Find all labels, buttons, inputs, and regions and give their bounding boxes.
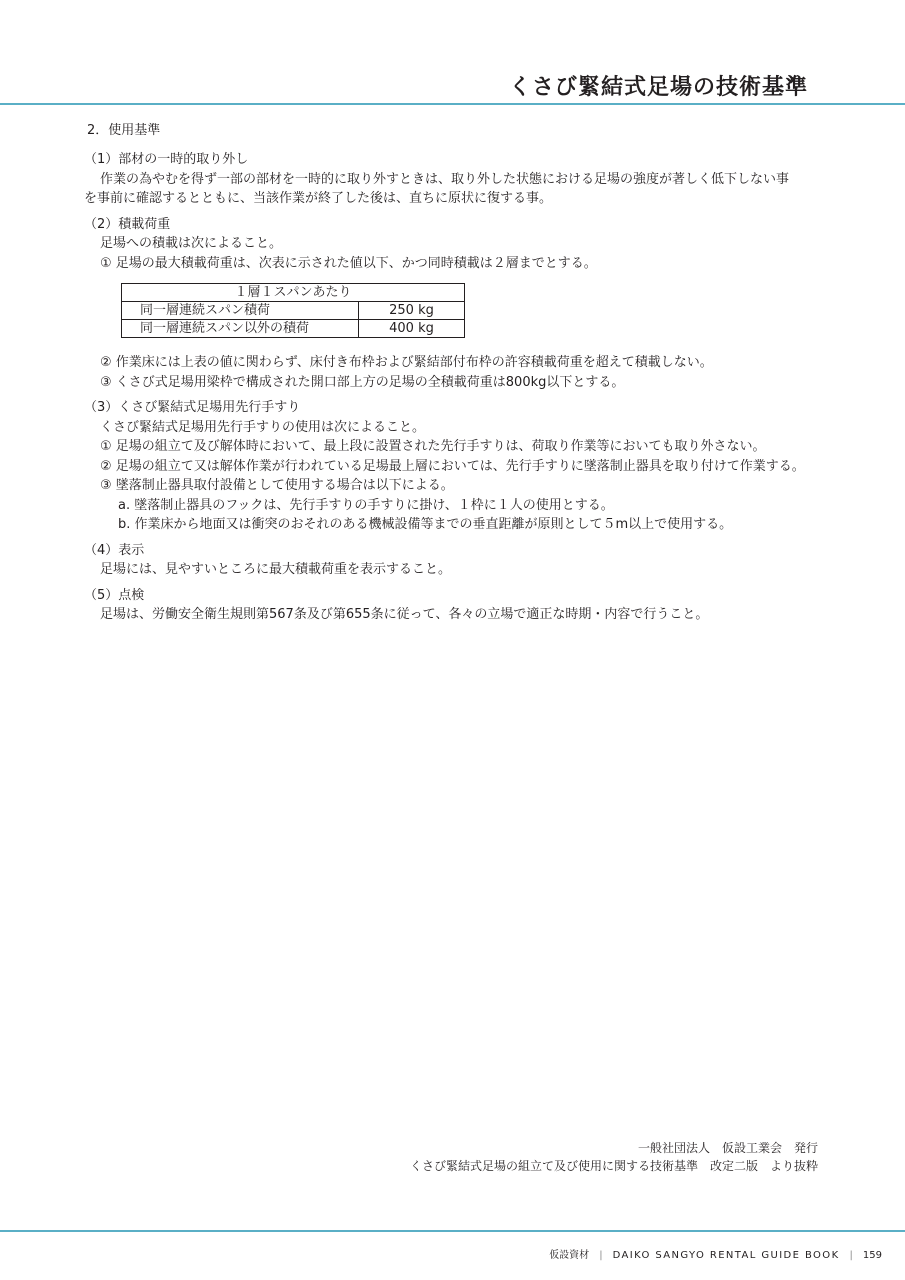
footer-divider (0, 1230, 905, 1232)
paragraph: 足場への積載は次によること。 (100, 236, 283, 251)
list-item: ② 作業床には上表の値に関わらず、床付き布枠および緊結部付布枠の許容積載荷重を超えて積載しない。 (100, 355, 713, 370)
page-title: くさび緊結式足場の技術基準 (508, 75, 808, 100)
list-item: ③ くさび式足場用梁枠で構成された開口部上方の足場の全積載荷重は800kg以下とする。 (100, 374, 625, 390)
table-caption: １層１スパンあたり (122, 284, 465, 302)
subsection-title: （2）積載荷重 (84, 216, 171, 232)
footer-separator: | (849, 1250, 853, 1261)
paragraph: 足場は、労働安全衛生規則第567条及び第655条に従って、各々の立場で適正な時期・内容で行うこと。 (100, 607, 709, 622)
paragraph-line: を事前に確認するとともに、当該作業が終了した後は、直ちに原状に復する事。 (84, 191, 553, 206)
paragraph: くさび緊結式足場用先行手すりの使用は次によること。 (100, 419, 426, 435)
paragraph: 足場には、見やすいところに最大積載荷重を表示すること。 (100, 562, 452, 577)
table-cell-value: 400 kg (359, 320, 465, 338)
load-table (121, 283, 465, 338)
page-footer (549, 1246, 882, 1261)
table-cell-label: 同一層連続スパン以外の積荷 (122, 320, 359, 338)
subsection-title: （5）点検 (84, 587, 145, 603)
subsection-load (84, 215, 824, 393)
subsection-title: （4）表示 (84, 542, 145, 558)
list-subitem: a. 墜落制止器具のフックは、先行手すりの手すりに掛け、１枠に１人の使用とする。 (118, 497, 614, 513)
load-table-wrapper (84, 273, 824, 353)
list-item: ① 足場の組立て及び解体時において、最上段に設置された先行手すりは、荷取り作業等においても取り外さない。 (100, 439, 766, 454)
subsection-inspection (84, 586, 824, 625)
table-cell-value: 250 kg (359, 302, 465, 320)
list-item: ③ 墜落制止器具取付設備として使用する場合は以下による。 (100, 478, 454, 493)
footer-separator: | (599, 1250, 603, 1261)
paragraph-line: 作業の為やむを得ず一部の部材を一時的に取り外すときは、取り外した状態における足場の強度が著しく低下しない事 (100, 171, 790, 187)
section-heading: 2．使用基準 (87, 123, 161, 138)
subsection-display (84, 541, 824, 580)
source-citation (410, 1139, 818, 1175)
list-item: ① 足場の最大積載荷重は、次表に示された値以下、かつ同時積載は２層までとする。 (100, 255, 597, 271)
subsection-guardrail (84, 398, 824, 535)
main-content (84, 150, 824, 625)
list-subitem: b. 作業床から地面又は衝突のおそれのある機械設備等までの垂直距離が原則として５m以上で使用する。 (118, 517, 733, 532)
subsection-title: （3）くさび緊結式足場用先行手すり (84, 400, 301, 415)
header-divider (0, 103, 905, 105)
list-item: ② 足場の組立て又は解体作業が行われている足場最上層においては、先行手すりに墜落制止器具を取り付けて作業する。 (100, 458, 805, 474)
table-cell-label: 同一層連続スパン積荷 (122, 302, 359, 320)
page-number: 159 (862, 1250, 882, 1261)
paragraph (84, 170, 824, 209)
table-row (122, 302, 465, 320)
source-document: くさび緊結式足場の組立て及び使用に関する技術基準 改定二版 より抜粋 (409, 1159, 818, 1173)
table-row (122, 320, 465, 338)
footer-book-title: DAIKO SANGYO RENTAL GUIDE BOOK (612, 1250, 840, 1261)
subsection-title: （1）部材の一時的取り外し (84, 152, 249, 167)
source-publisher: 一般社団法人 仮設工業会 発行 (637, 1141, 818, 1155)
footer-category: 仮設資材 (549, 1250, 590, 1261)
subsection-temporary-removal (84, 150, 824, 209)
